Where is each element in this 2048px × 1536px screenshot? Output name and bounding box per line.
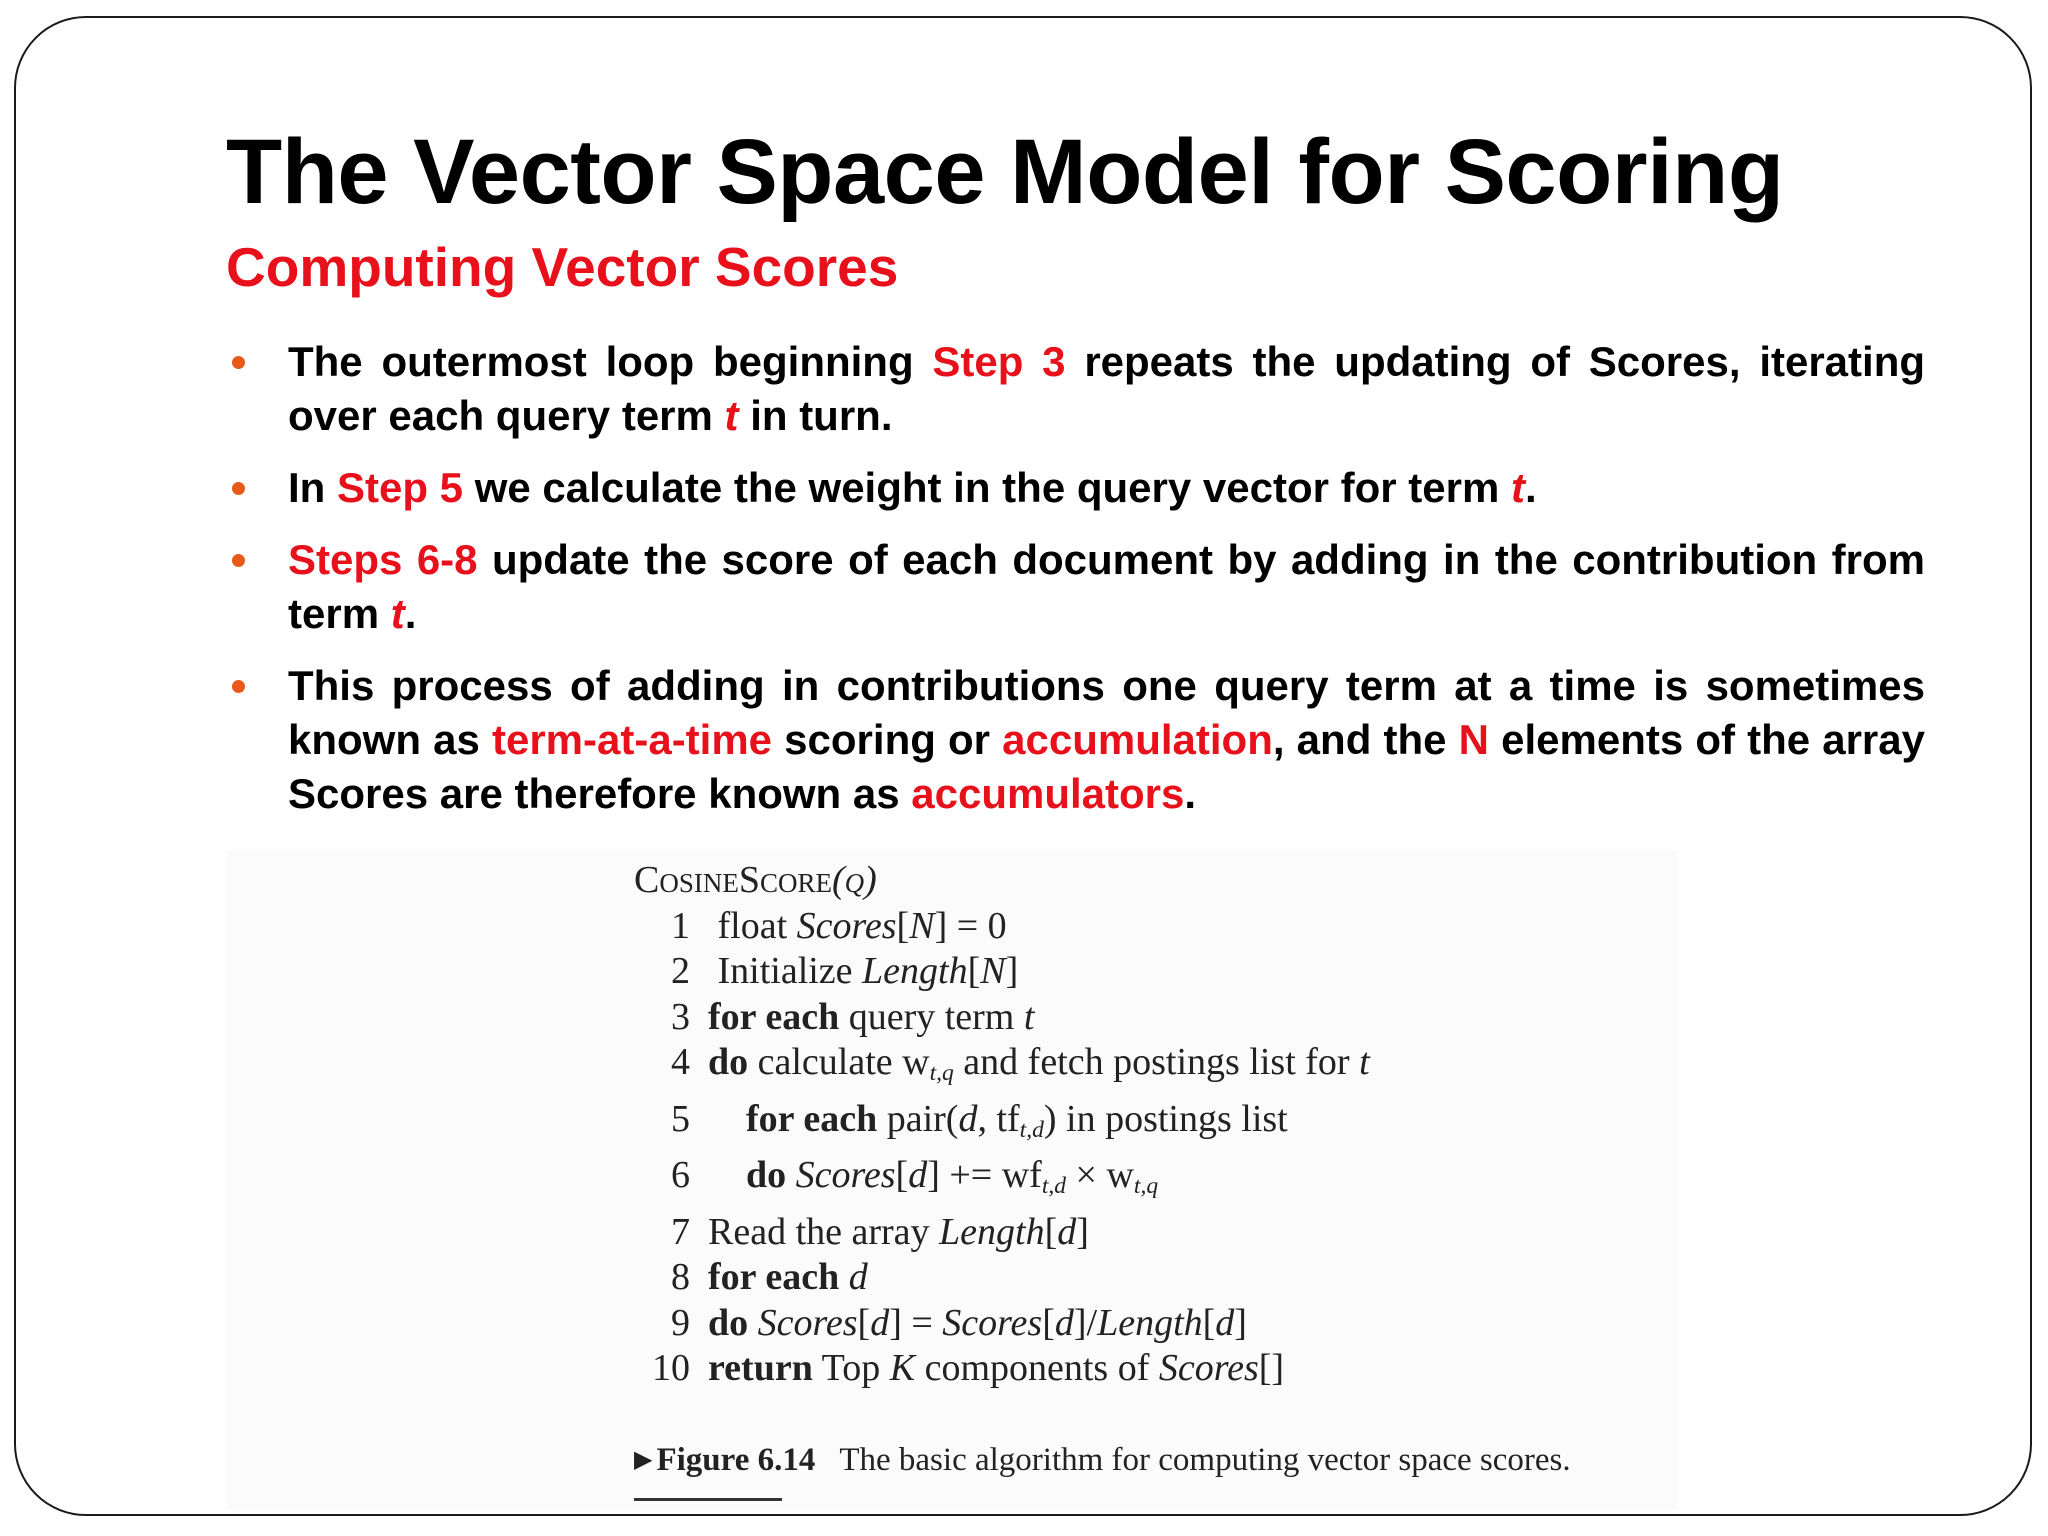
highlight-text: N	[1458, 716, 1489, 763]
algorithm-line: 5 for each pair(d, $tf_{t,d}$) in postings list	[634, 1097, 1370, 1154]
triangle-right-icon: ▶	[634, 1447, 653, 1473]
line-number: 6	[671, 1154, 690, 1196]
algorithm-title	[634, 858, 1370, 904]
algorithm-line: 2 Initialize Length[N]	[634, 949, 1370, 995]
figure-caption	[634, 1442, 1571, 1479]
line-number: 7	[671, 1210, 690, 1253]
algorithm-line: 4 do calculate $w_{t,q}$ and fetch postings list for t	[634, 1040, 1370, 1097]
highlight-text: accumulation	[1002, 716, 1273, 763]
bullet-list	[220, 335, 1925, 839]
bullet-dot-icon	[232, 482, 245, 495]
line-number: 5	[671, 1097, 690, 1140]
term-variable: t	[390, 590, 405, 637]
bullet-dot-icon	[232, 356, 245, 369]
algorithm-line: 1 float Scores[N] = 0	[634, 904, 1370, 950]
bullet-text: .	[404, 590, 417, 637]
term-variable: t	[724, 392, 739, 439]
bullet-text: we calculate the weight in the query vector for term	[463, 464, 1511, 511]
bullet-text: in turn.	[738, 392, 893, 439]
highlight-text: Steps 6-8	[288, 536, 478, 583]
bullet-dot-icon	[232, 680, 245, 693]
bullet-item	[220, 461, 1925, 515]
caption-text: The basic algorithm for computing vector space scores.	[839, 1442, 1571, 1478]
algorithm-line: 3 for each query term t	[634, 995, 1370, 1041]
algorithm-arg: (q)	[832, 859, 877, 901]
bullet-text: scoring or	[772, 716, 1003, 763]
bullet-text: , and the	[1272, 716, 1459, 763]
algorithm-block	[634, 858, 1370, 1392]
bullet-item	[220, 659, 1925, 821]
algorithm-line: 6 do Scores[d] += $wf_{t,d} \times w_{t,q}$	[634, 1153, 1370, 1210]
bullet-text: In	[288, 464, 337, 511]
figure-bottom-rule	[226, 1514, 1678, 1516]
bullet-text: This process of adding in contributions one query term at a time is sometimes known as	[288, 662, 1925, 763]
bullet-text: The outermost loop beginning	[288, 338, 933, 385]
algorithm-figure	[226, 850, 1678, 1510]
algorithm-line: 9 do Scores[d] = Scores[d]/Length[d]	[634, 1301, 1370, 1347]
bullet-text: elements of the array Scores are therefore known as	[288, 716, 1925, 817]
line-number: 1	[671, 904, 690, 947]
algorithm-name: CosineScore	[634, 859, 832, 901]
algorithm-line: 8 for each d	[634, 1255, 1370, 1301]
term-variable: t	[1510, 464, 1525, 511]
bullet-text: update the score of each document by adding in the contribution from term	[288, 536, 1925, 637]
bullet-text: .	[1184, 770, 1197, 817]
bullet-item	[220, 335, 1925, 443]
line-number: 3	[671, 995, 690, 1038]
highlight-text: Step 3	[932, 338, 1066, 385]
slide-title: The Vector Space Model for Scoring	[226, 121, 1784, 223]
bullet-dot-icon	[232, 554, 245, 567]
algorithm-line: 10 return Top K components of Scores[]	[634, 1346, 1370, 1392]
highlight-text: Step 5	[337, 464, 464, 511]
line-number: 9	[671, 1301, 690, 1344]
highlight-text: accumulators	[911, 770, 1185, 817]
line-number: 4	[671, 1041, 690, 1083]
line-number: 8	[671, 1256, 690, 1298]
highlight-text: term-at-a-time	[491, 716, 773, 763]
caption-label: Figure 6.14	[656, 1442, 816, 1478]
line-number: 10	[652, 1347, 690, 1389]
bullet-text: .	[1524, 464, 1537, 511]
algorithm-line: 7 Read the array Length[d]	[634, 1210, 1370, 1256]
bullet-item	[220, 533, 1925, 641]
line-number: 2	[671, 950, 690, 992]
caption-underline	[634, 1498, 782, 1501]
slide-subtitle: Computing Vector Scores	[226, 236, 899, 298]
bullet-text: repeats the updating of Scores, iterating over each query term	[288, 338, 1926, 439]
